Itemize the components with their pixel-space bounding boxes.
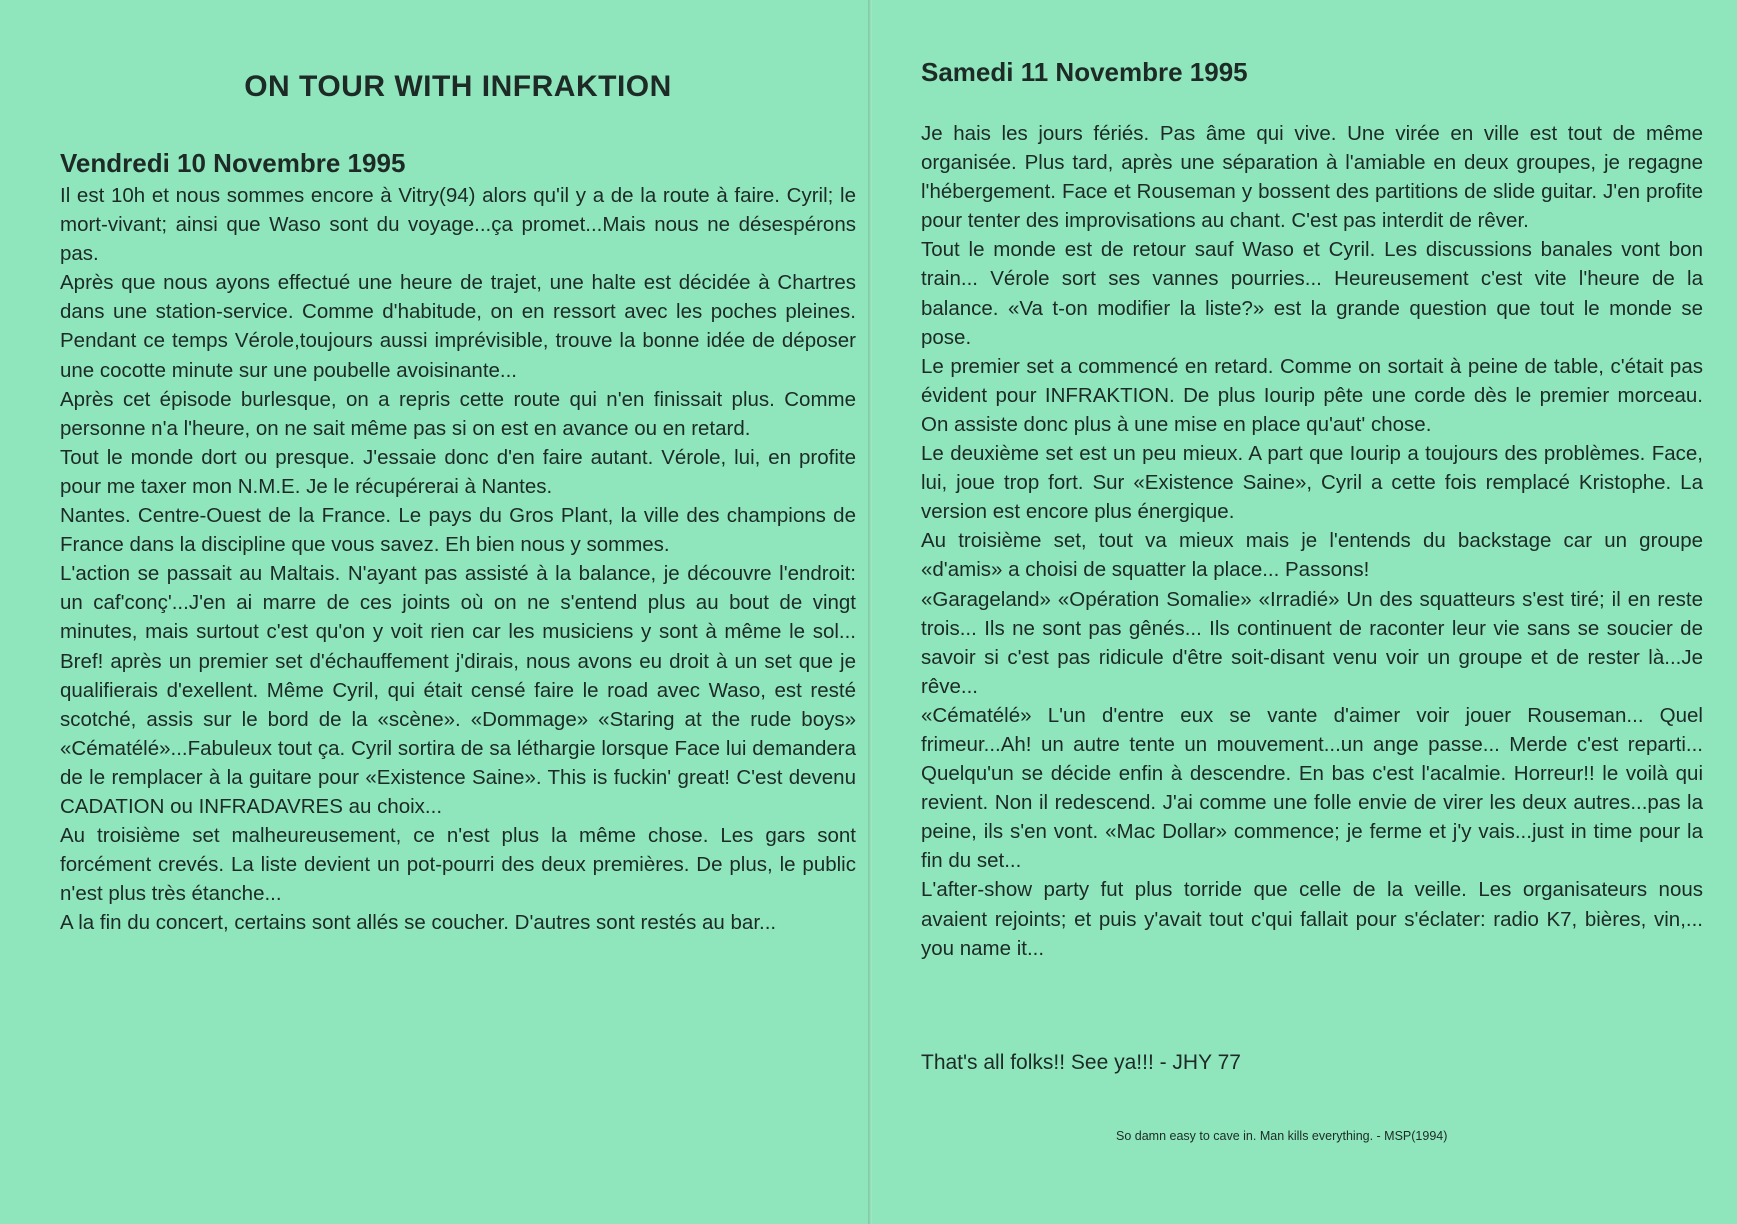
paragraph: Après cet épisode burlesque, on a repris cette route qui n'en finissait plus. Comme personne n'a l'heure, on ne sait même pas si on est en avance ou en retard. xyxy=(60,387,856,440)
paragraph: Nantes. Centre-Ouest de la France. Le pays du Gros Plant, la ville des champions de France dans la discipline que vous savez. Eh bien nous y sommes. xyxy=(60,504,856,557)
day-heading-saturday: Samedi 11 Novembre 1995 xyxy=(921,57,1248,87)
paragraph: «Garageland» «Opération Somalie» «Irradié» Un des squatteurs s'est tiré; il en reste trois... Ils ne sont pas gênés... Ils continuent de raconter leur vie sans se soucier de savoir si c'est pas ridicule d'être soit-disant venu voir un groupe et de rester là...Je rêve... xyxy=(921,587,1703,698)
paragraph: Après que nous ayons effectué une heure de trajet, une halte est décidée à Chartres dans une station-service. Comme d'habitude, on en ressort avec les poches pleines. Pendant ce temps Vérole,toujours aussi imprévisible, trouve la bonne idée de déposer une cocotte minute sur une poubelle avoisinante... xyxy=(60,271,856,382)
paragraph: Au troisième set, tout va mieux mais je l'entends du backstage car un groupe «d'amis» a choisi de squatter la place... Passons! xyxy=(921,529,1703,582)
day-heading-friday: Vendredi 10 Novembre 1995 xyxy=(60,148,406,178)
paragraph: «Cématélé» L'un d'entre eux se vante d'aimer voir jouer Rouseman... Quel frimeur...Ah! un autre tente un mouvement...un ange passe... Merde c'est reparti... Quelqu'un se décide enfin à descendre. En bas c'est l'acalmie. Horreur!! le voilà qui revient. Non il redescend. J'ai comme une folle envie de virer les deux autres...pas la peine, ils s'en vont. «Mac Dollar» commence; je ferme et j'y vais...just in time pour la fin du set... xyxy=(921,703,1703,873)
signoff: That's all folks!! See ya!!! - JHY 77 xyxy=(921,1051,1241,1074)
paragraph: Le premier set a commencé en retard. Comme on sortait à peine de table, c'était pas évident pour INFRAKTION. De plus Iourip pête une corde dès le premier morceau. On assiste donc plus à une mise en place qu'aut' chose. xyxy=(921,354,1703,436)
footer-quote: So damn easy to cave in. Man kills everything. - MSP(1994) xyxy=(1116,1129,1448,1143)
paragraph: Je hais les jours fériés. Pas âme qui vive. Une virée en ville est tout de même organisée. Plus tard, après une séparation à l'amiable en deux groupes, je regagne l'hébergement. Face et Rouseman y bossent des partitions de slide guitar. J'en profite pour tenter des improvisations au chant. C'est pas interdit de rêver. xyxy=(921,122,1703,233)
page-fold xyxy=(868,0,872,1224)
paragraph: A la fin du concert, certains sont allés se coucher. D'autres sont restés au bar... xyxy=(60,911,777,935)
paragraph: Le deuxième set est un peu mieux. A part que Iourip a toujours des problèmes. Face, lui, joue trop fort. Sur «Existence Saine», Cyril a cette fois remplacé Kristophe. La version est encore plus énergique. xyxy=(921,442,1703,524)
friday-report xyxy=(60,181,856,937)
paragraph: Tout le monde dort ou presque. J'essaie donc d'en faire autant. Vérole, lui, en profite pour me taxer mon N.M.E. Je le récupérerai à Nantes. xyxy=(60,445,856,498)
paragraph: Au troisième set malheureusement, ce n'est plus la même chose. Les gars sont forcément crevés. La liste devient un pot-pourri des deux premières. De plus, le public n'est plus très étanche... xyxy=(60,824,856,906)
paragraph: L'after-show party fut plus torride que celle de la veille. Les organisateurs nous avaient rejoints; et puis y'avait tout c'qui fallait pour s'éclater: radio K7, bières, vin,... you name it... xyxy=(921,878,1703,960)
page-title: ON TOUR WITH INFRAKTION xyxy=(244,70,672,104)
paragraph: Tout le monde est de retour sauf Waso et Cyril. Les discussions banales vont bon train... Vérole sort ses vannes pourries... Heureusement c'est vite l'heure de la balance. «Va t-on modifier la liste?» est la grande question que tout le monde se pose. xyxy=(921,238,1703,349)
saturday-report xyxy=(921,119,1703,963)
paragraph: L'action se passait au Maltais. N'ayant pas assisté à la balance, je découvre l'endroit: un caf'conç'...J'en ai marre de ces joints où on ne s'entend plus au bout de vingt minutes, mais surtout c'est qu'on y voit rien car les musiciens y sont à même le sol... Bref! après un premier set d'échauffement j'dirais, nous avons eu droit à un set que je qualifierais d'exellent. Même Cyril, qui était censé faire le road avec Waso, est resté scotché, assis sur le bord de la «scène». «Dommage» «Staring at the rude boys» «Cématélé»...Fabuleux tout ça. Cyril sortira de sa léthargie lorsque Face lui demandera de le remplacer à la guitare pour «Existence Saine». This is fuckin' great! C'est devenu CADATION ou INFRADAVRES au choix... xyxy=(60,562,856,818)
paragraph: Il est 10h et nous sommes encore à Vitry(94) alors qu'il y a de la route à faire. Cyril; le mort-vivant; ainsi que Waso sont du voyage...ça promet...Mais nous ne désespérons pas. xyxy=(60,184,856,266)
